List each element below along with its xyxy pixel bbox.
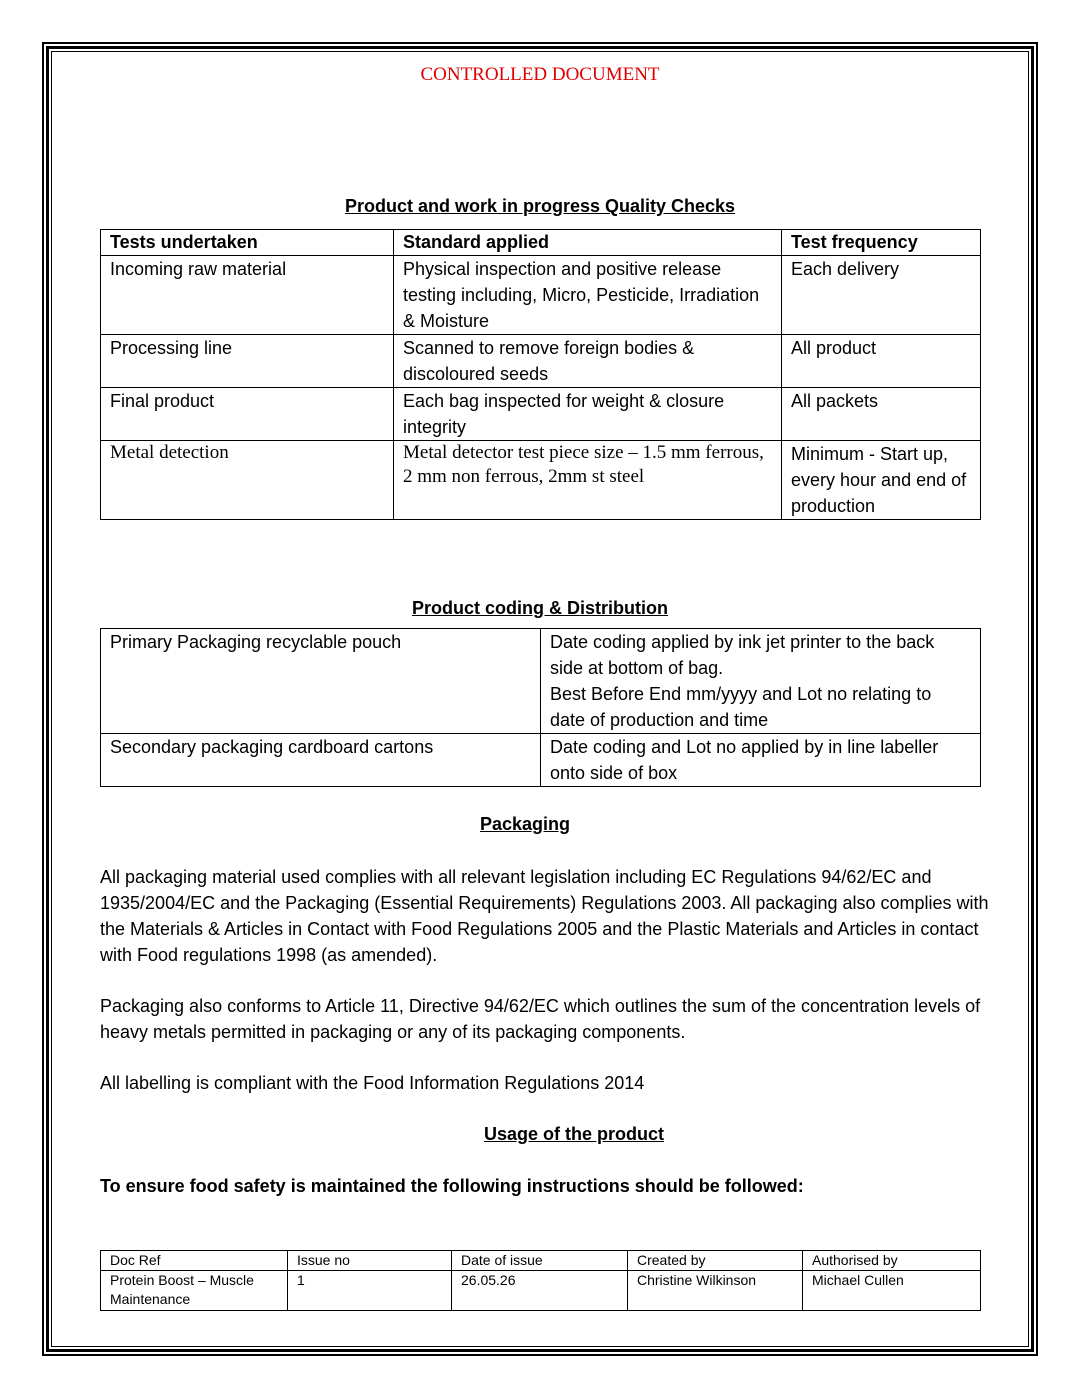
column-header: Date of issue [452, 1251, 628, 1271]
coding-table [100, 628, 981, 787]
quality-checks-table [100, 229, 981, 520]
table-header-row [101, 230, 981, 256]
table-row [101, 734, 981, 787]
doc-ref-cell: Protein Boost – Muscle Maintenance [101, 1271, 288, 1311]
controlled-document-label: CONTROLLED DOCUMENT [420, 64, 660, 85]
frequency-cell: All packets [782, 388, 981, 441]
column-header: Test frequency [782, 230, 981, 256]
column-header: Tests undertaken [101, 230, 394, 256]
packaging-cell: Primary Packaging recyclable pouch [101, 629, 541, 734]
column-header: Authorised by [803, 1251, 981, 1271]
packaging-paragraph: Packaging also conforms to Article 11, Directive 94/62/EC which outlines the sum of the concentration levels of heavy metals permitted in packaging or any of its packaging components. [100, 996, 981, 1042]
packaging-cell: Secondary packaging cardboard cartons [101, 734, 541, 787]
table-row [101, 629, 981, 734]
standard-cell: Scanned to remove foreign bodies & discoloured seeds [394, 335, 782, 388]
test-cell: Processing line [101, 335, 394, 388]
standard-cell: Metal detector test piece size – 1.5 mm ferrous, 2 mm non ferrous, 2mm st steel [394, 441, 782, 520]
authorised-by-cell: Michael Cullen [803, 1271, 981, 1311]
coding-cell: Date coding and Lot no applied by in line labeller onto side of box [541, 734, 981, 787]
frequency-cell: Minimum - Start up, every hour and end of production [782, 441, 981, 520]
coding-line: Best Before End mm/yyyy and Lot no relating to date of production and time [550, 684, 932, 730]
frequency-cell: Each delivery [782, 256, 981, 335]
table-row [101, 441, 981, 520]
test-cell: Final product [101, 388, 394, 441]
created-by-cell: Christine Wilkinson [628, 1271, 803, 1311]
quality-checks-title: Product and work in progress Quality Checks [344, 196, 736, 216]
date-of-issue-cell: 26.05.26 [452, 1271, 628, 1311]
issue-no-cell: 1 [288, 1271, 452, 1311]
coding-title: Product coding & Distribution [412, 598, 668, 618]
column-header: Standard applied [394, 230, 782, 256]
packaging-paragraph: All packaging material used complies with all relevant legislation including EC Regulations 94/62/EC and 1935/2004/EC and the Packaging (Essential Requirements) Regulations 2003. All packaging also complies with the Materials & Articles in Contact with Food Regulations 2005 and the Plastic Materials and Articles in contact with Food regulations 1998 (as amended). [100, 867, 989, 965]
standard-cell: Physical inspection and positive release testing including, Micro, Pesticide, Irradiation & Moisture [394, 256, 782, 335]
table-row [101, 388, 981, 441]
table-row [101, 335, 981, 388]
coding-cell [541, 629, 981, 734]
frequency-cell: All product [782, 335, 981, 388]
usage-title: Usage of the product [483, 1124, 664, 1144]
table-row [101, 1271, 981, 1311]
usage-instruction: To ensure food safety is maintained the following instructions should be followed: [100, 1176, 804, 1196]
packaging-paragraph: All labelling is compliant with the Food Information Regulations 2014 [100, 1073, 645, 1093]
table-row [101, 256, 981, 335]
document-control-table [100, 1250, 981, 1311]
coding-line: Date coding applied by ink jet printer to the back side at bottom of bag. [550, 632, 935, 678]
standard-cell: Each bag inspected for weight & closure integrity [394, 388, 782, 441]
column-header: Doc Ref [101, 1251, 288, 1271]
test-cell: Incoming raw material [101, 256, 394, 335]
column-header: Issue no [288, 1251, 452, 1271]
table-header-row [101, 1251, 981, 1271]
column-header: Created by [628, 1251, 803, 1271]
test-cell: Metal detection [101, 441, 394, 520]
packaging-title: Packaging [479, 814, 571, 834]
